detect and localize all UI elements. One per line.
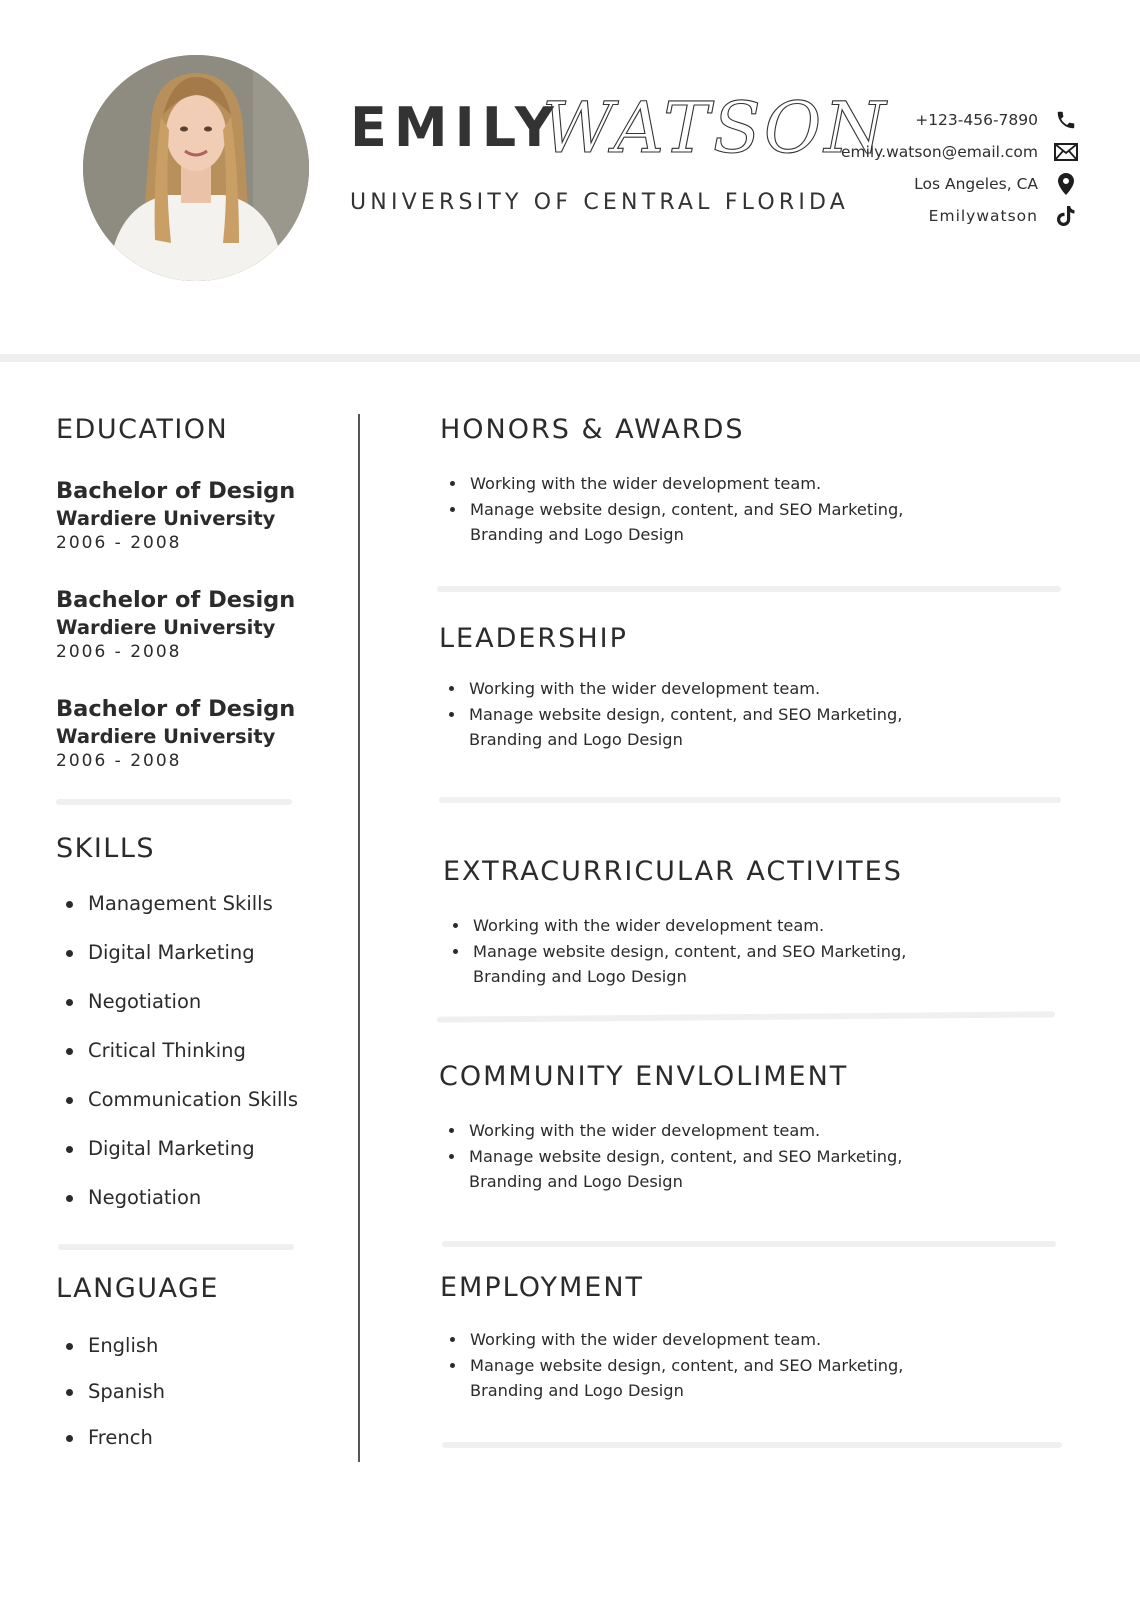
contact-block [778,104,1078,232]
skills-title: SKILLS [56,833,156,864]
section-divider [442,1442,1062,1448]
bullet-text-continued: Branding and Logo Design [470,525,684,544]
bullet-text: Manage website design, content, and SEO Marketing, [470,499,904,519]
degree: Bachelor of Design [56,696,296,722]
first-name: EMILY [350,96,561,159]
years: 2006 - 2008 [56,642,182,662]
section-title: LEADERSHIP [439,623,628,654]
section-divider [442,1241,1056,1247]
bullet-text-continued: Branding and Logo Design [469,730,683,749]
contact-location [778,168,1078,200]
language-list [56,1323,346,1461]
skills-list [56,879,346,1222]
university: UNIVERSITY OF CENTRAL FLORIDA [350,190,850,215]
list-item: Digital Marketing [56,1124,346,1173]
school: Wardiere University [56,616,276,639]
section-divider [56,799,292,805]
section-title: COMMUNITY ENVLOLIMENT [439,1061,849,1092]
list-item: Communication Skills [56,1075,346,1124]
column-divider [358,414,360,1462]
bullet-list [439,676,902,753]
leadership-section [439,623,902,753]
community-section [439,1061,902,1195]
location-pin-icon [1054,172,1078,196]
education-entry [56,587,295,662]
education-title: EDUCATION [56,414,229,445]
section-divider [58,1244,294,1250]
list-item: Working with the wider development team. [439,676,902,702]
list-item: Negotiation [56,977,346,1026]
bullet-text-continued: Branding and Logo Design [473,967,687,986]
employment-section [440,1272,903,1404]
years: 2006 - 2008 [56,533,182,553]
section-divider [437,1011,1055,1022]
list-item: Working with the wider development team. [443,913,906,939]
bullet-text: Manage website design, content, and SEO Marketing, [469,704,903,724]
section-title: EMPLOYMENT [440,1272,645,1303]
years: 2006 - 2008 [56,751,182,771]
phone-icon [1054,108,1078,132]
last-name-text: WATSON [542,87,889,169]
degree: Bachelor of Design [56,478,296,504]
honors-section [440,414,903,548]
education-entry [56,696,295,771]
list-item: Negotiation [56,1173,346,1222]
name-block [350,87,889,215]
language-title: LANGUAGE [56,1273,219,1304]
profile-photo [83,55,309,281]
last-name-script [536,87,889,175]
bullet-text-continued: Branding and Logo Design [469,1172,683,1191]
bullet-list [440,1327,903,1404]
section-divider [439,797,1061,803]
list-item: Spanish [56,1369,346,1415]
header-divider [0,354,1140,362]
list-item [440,497,903,548]
tiktok-icon [1054,204,1078,228]
contact-email [778,136,1078,168]
list-item [440,1353,903,1404]
email-text: emily.watson@email.com [840,143,1038,161]
bullet-list [440,471,903,548]
list-item: Management Skills [56,879,346,928]
list-item: Digital Marketing [56,928,346,977]
bullet-list [439,1118,902,1195]
phone-text: +123-456-7890 [915,111,1038,129]
list-item: Working with the wider development team. [440,471,903,497]
mail-icon [1054,140,1078,164]
section-title: EXTRACURRICULAR ACTIVITES [443,856,903,887]
list-item [439,1144,902,1195]
contact-phone [778,104,1078,136]
list-item [443,939,906,990]
bullet-text: Manage website design, content, and SEO Marketing, [470,1355,904,1375]
list-item: Working with the wider development team. [440,1327,903,1353]
list-item [439,702,902,753]
education-entry [56,478,295,553]
extracurricular-section [443,856,906,990]
bullet-text-continued: Branding and Logo Design [470,1381,684,1400]
list-item: Working with the wider development team. [439,1118,902,1144]
bullet-list [443,913,906,990]
school: Wardiere University [56,507,276,530]
social-text: Emilywatson [928,207,1038,225]
contact-social [778,200,1078,232]
school: Wardiere University [56,725,276,748]
section-divider [437,586,1061,592]
location-text: Los Angeles, CA [914,175,1038,193]
list-item: English [56,1323,346,1369]
bullet-text: Manage website design, content, and SEO Marketing, [473,941,907,961]
section-title: HONORS & AWARDS [440,414,745,445]
list-item: Critical Thinking [56,1026,346,1075]
list-item: French [56,1415,346,1461]
degree: Bachelor of Design [56,587,296,613]
bullet-text: Manage website design, content, and SEO Marketing, [469,1146,903,1166]
